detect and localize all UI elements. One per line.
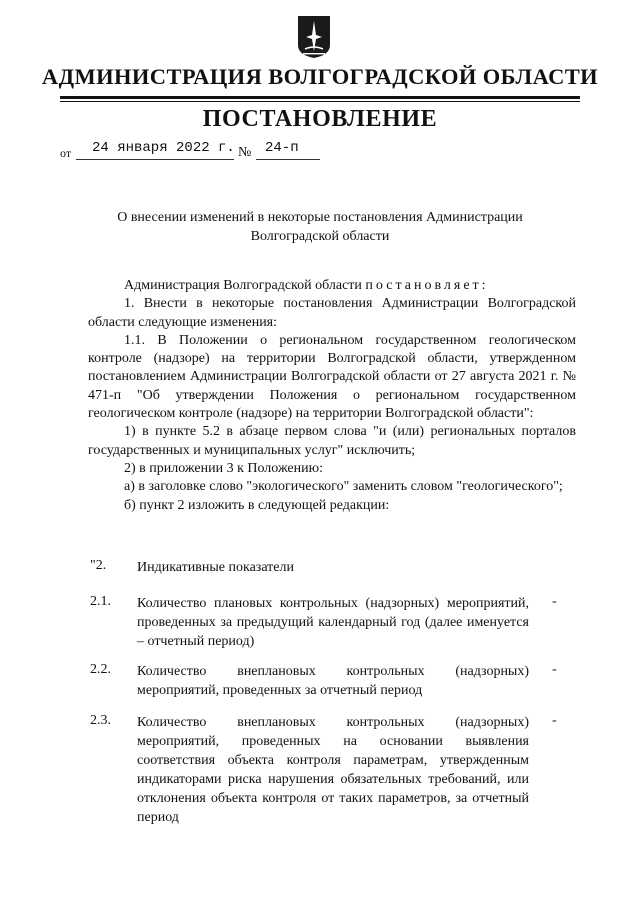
volgograd-coat-of-arms-icon (297, 15, 331, 59)
document-subject (100, 208, 540, 246)
document-number: 24-п (265, 140, 299, 156)
indicator-number: 2.1. (90, 594, 111, 609)
indicator-text: Количество внеплановых контрольных (надзорных) мероприятий, проведенных на основании выявления соответствия объекта контроля параметрам, утвержденным индикаторами риска нарушения обязательных требований, или отклонения объекта контроля от таких параметров, за отчетный период (137, 715, 529, 825)
indicator-value: - (552, 662, 557, 677)
subject-line-2: Волгоградской области (250, 229, 390, 244)
document-type-title: ПОСТАНОВЛЕНИЕ (202, 106, 438, 132)
intro-verb: постановляет: (365, 278, 489, 293)
paragraph-1-1: 1.1. В Положении о региональном государственном геологическом контроле (надзоре) на территории Волгоградской области, утвержденном постановлением Администрации Волгоградской области от 27 августа 2021 г. № 471-п "Об утверждении Положения о региональном государственном геологическом контроле (надзоре) на территории Волгоградской области": (88, 332, 576, 422)
indicator-value: - (552, 713, 557, 728)
date-underline (76, 159, 234, 160)
intro-paragraph (88, 277, 576, 295)
number-label: № (238, 145, 252, 160)
indicator-text: Количество плановых контрольных (надзорных) мероприятий, проведенных за предыдущий календарный год (далее именуется – отчетный период) (137, 596, 529, 649)
paragraph-1-1-item-2: 2) в приложении 3 к Положению: (124, 460, 323, 476)
paragraph-b: б) пункт 2 изложить в следующей редакции: (124, 497, 390, 513)
paragraph-1: 1. Внести в некоторые постановления Администрации Волгоградской области следующие изменения: (88, 296, 576, 330)
header-rule-thick (60, 96, 580, 99)
paragraph-a: а) в заголовке слово "экологического" заменить словом "геологического"; (124, 479, 563, 495)
organization-title: АДМИНИСТРАЦИЯ ВОЛГОГРАДСКОЙ ОБЛАСТИ (41, 64, 599, 89)
indicator-number: 2.2. (90, 662, 111, 677)
section-number: "2. (90, 558, 107, 573)
subject-line-1: О внесении изменений в некоторые постановления Администрации (117, 210, 523, 225)
date-label: от (60, 146, 72, 160)
indicator-number: 2.3. (90, 713, 111, 728)
section-title: Индикативные показатели (137, 560, 294, 575)
intro-subject: Администрация Волгоградской области (124, 278, 362, 293)
header-rule-thin (60, 101, 580, 102)
paragraph-1-1-item-1: 1) в пункте 5.2 в абзаце первом слова "и (или) региональных порталов государственных и муниципальных услуг" исключить; (88, 424, 576, 458)
indicator-value: - (552, 594, 557, 609)
document-date: 24 января 2022 г. (92, 140, 235, 156)
indicator-text: Количество внеплановых контрольных (надзорных) мероприятий, проведенных за отчетный период (137, 664, 529, 698)
document-body (88, 277, 576, 515)
number-underline (256, 159, 320, 160)
